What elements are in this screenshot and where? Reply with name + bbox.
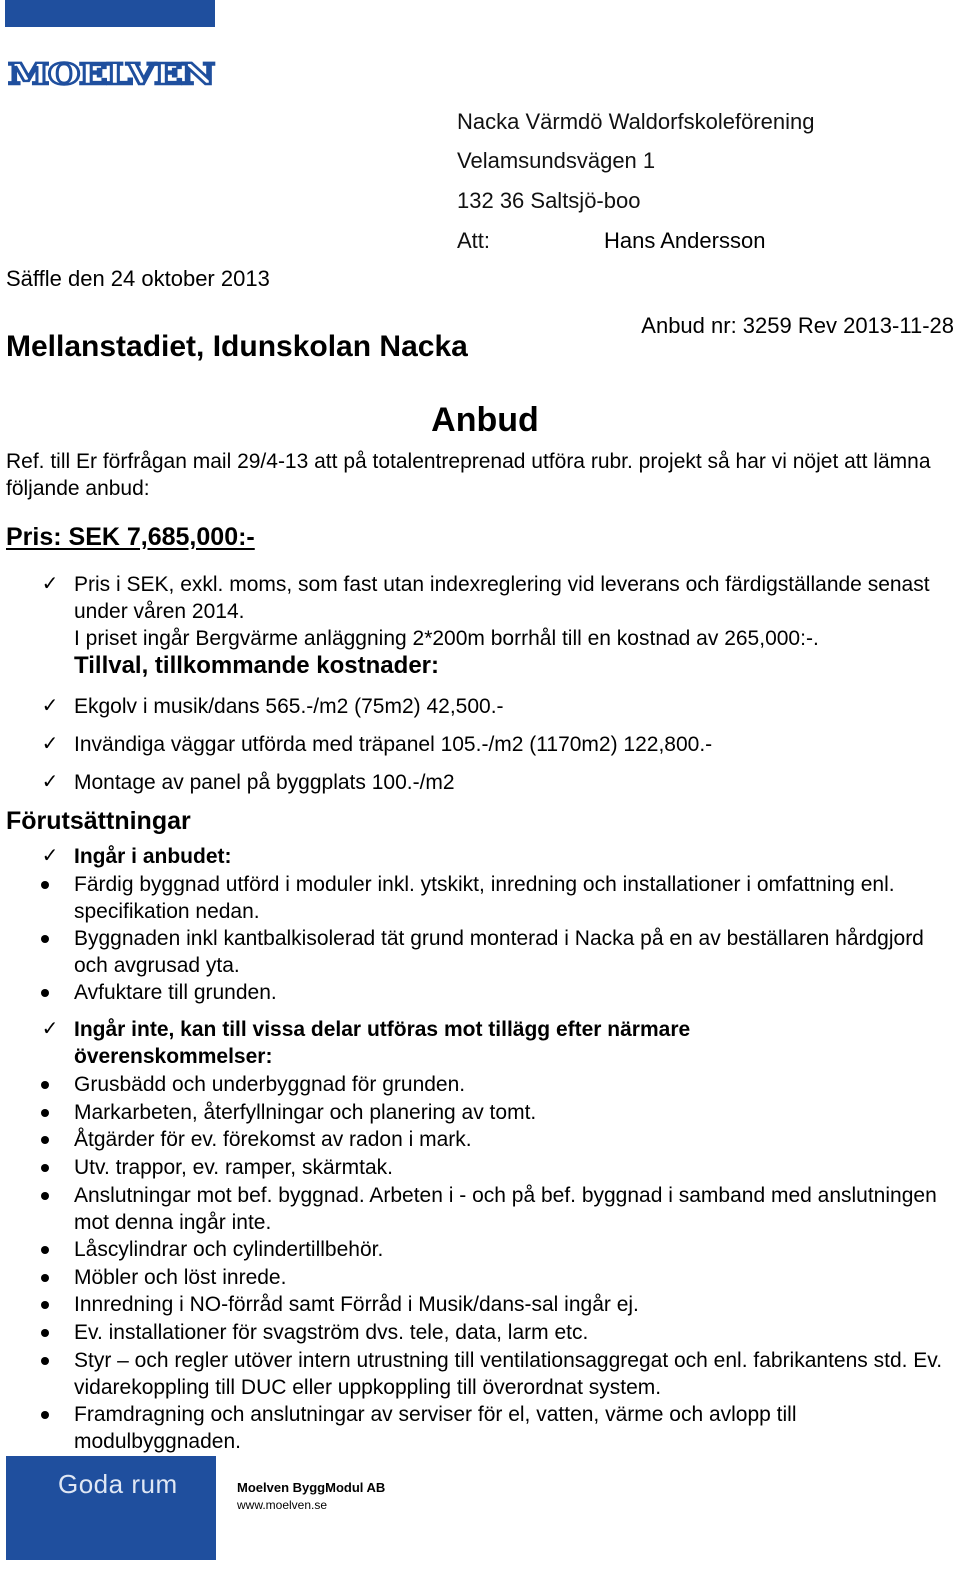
list-item [0, 871, 960, 925]
list-item-text: Framdragning och anslutningar av serviser för el, vatten, värme och avlopp till modulbyggnaden. [74, 1403, 797, 1453]
list-item [0, 1401, 960, 1455]
recipient-street: Velamsundsvägen 1 [457, 148, 656, 173]
bullet-dot-icon [41, 1164, 49, 1172]
list-item-text: Innredning i NO-förråd samt Förråd i Musik/dans-sal ingår ej. [74, 1293, 639, 1316]
footer-company-name: Moelven ByggModul AB [237, 1480, 386, 1495]
moelven-logo [6, 58, 222, 93]
top-brand-bar [5, 0, 215, 27]
tillval-item [0, 731, 960, 759]
checkmark-icon: ✓ [41, 733, 59, 755]
list-item-text: Grusbädd och underbyggnad för grunden. [74, 1073, 466, 1096]
list-item-text: Möbler och löst inrede. [74, 1266, 287, 1289]
footer-website: www.moelven.se [237, 1498, 328, 1512]
tillval-item-text: Invändiga väggar utförda med träpanel 105.-/m2 (1170m2) 122,800.- [74, 733, 713, 756]
reference-paragraph: Ref. till Er förfrågan mail 29/4-13 att på totalentreprenad utföra rubr. projekt så har vi nöjet att lämna följande anbud: [6, 450, 931, 500]
bullet-dot-icon [41, 1411, 49, 1419]
bullet-dot-icon [41, 935, 49, 943]
logo-wordmark: MOELVEN [8, 58, 215, 88]
tillval-heading: Tillval, tillkommande kostnader: [74, 652, 439, 679]
list-item [0, 1154, 960, 1182]
bullet-dot-icon [41, 1301, 49, 1309]
bullet-dot-icon [41, 989, 49, 997]
ingar-inte-heading: Ingår inte, kan till vissa delar utföras mot tillägg efter närmare överenskommelser: [74, 1018, 691, 1068]
list-item [0, 1071, 960, 1099]
att-name: Hans Andersson [604, 228, 766, 253]
price-note-bergvarme: I priset ingår Bergvärme anläggning 2*200m borrhål till en kostnad av 265,000:-. [74, 627, 819, 650]
list-item-text: Anslutningar mot bef. byggnad. Arbeten i - och på bef. byggnad i samband med anslutningen mot denna ingår inte. [74, 1184, 937, 1234]
recipient-postal: 132 36 Saltsjö-boo [457, 188, 641, 213]
list-item [0, 1099, 960, 1127]
checkmark-icon: ✓ [41, 695, 59, 717]
price-note-text: Pris i SEK, exkl. moms, som fast utan indexreglering vid leverans och färdigställande senast under våren 2014. [74, 573, 930, 623]
bullet-dot-icon [41, 1109, 49, 1117]
list-item [0, 1319, 960, 1347]
ingar-heading-row [0, 843, 960, 871]
list-item [0, 1236, 960, 1264]
price-total: Pris: SEK 7,685,000:- [6, 523, 255, 551]
checkmark-icon: ✓ [41, 1018, 59, 1040]
project-title: Mellanstadiet, Idunskolan Nacka [6, 330, 468, 363]
list-item [0, 979, 960, 1007]
list-item-text: Avfuktare till grunden. [74, 981, 277, 1004]
document-heading: Anbud [431, 401, 539, 439]
list-item-text: Åtgärder för ev. förekomst av radon i mark. [74, 1128, 472, 1151]
date-line: Säffle den 24 oktober 2013 [6, 266, 270, 291]
list-item-text: Låscylindrar och cylindertillbehör. [74, 1238, 384, 1261]
forutsattningar-heading: Förutsättningar [6, 807, 191, 835]
ingar-heading: Ingår i anbudet: [74, 845, 232, 868]
ingar-inte-heading-row [0, 1016, 960, 1070]
list-item [0, 1347, 960, 1401]
list-item [0, 1291, 960, 1319]
att-label: Att: [457, 228, 491, 253]
bullet-dot-icon [41, 1081, 49, 1089]
price-note-item [0, 571, 960, 631]
bullet-dot-icon [41, 1329, 49, 1337]
list-item [0, 1182, 960, 1236]
bullet-dot-icon [41, 1274, 49, 1282]
bullet-dot-icon [41, 1246, 49, 1254]
list-item-text: Utv. trappor, ev. ramper, skärmtak. [74, 1156, 393, 1179]
list-item-text: Ev. installationer för svagström dvs. tele, data, larm etc. [74, 1321, 589, 1344]
recipient-organization: Nacka Värmdö Waldorfskoleförening [457, 109, 815, 134]
list-item-text: Byggnaden inkl kantbalkisolerad tät grund monterad i Nacka på en av beställaren hårdgjord och avgrusad yta. [74, 927, 924, 977]
checkmark-icon: ✓ [41, 573, 59, 595]
list-item-text: Styr – och regler utöver intern utrustning till ventilationsaggregat och enl. fabrikantens std. Ev. vidarekoppling till DUC eller uppkoppling till överordnat system. [74, 1349, 943, 1399]
tillval-item [0, 693, 960, 721]
checkmark-icon: ✓ [41, 771, 59, 793]
footer-slogan: Goda rum [58, 1469, 178, 1499]
tillval-item [0, 769, 960, 797]
list-item-text: Färdig byggnad utförd i moduler inkl. ytskikt, inredning och installationer i omfattning enl. specifikation nedan. [74, 873, 895, 923]
bullet-dot-icon [41, 1136, 49, 1144]
list-item [0, 925, 960, 979]
offer-number: Anbud nr: 3259 Rev 2013-11-28 [641, 313, 954, 338]
tillval-item-text: Ekgolv i musik/dans 565.-/m2 (75m2) 42,500.- [74, 695, 504, 718]
list-item-text: Markarbeten, återfyllningar och planering av tomt. [74, 1101, 537, 1124]
bullet-dot-icon [41, 881, 49, 889]
checkmark-icon: ✓ [41, 845, 59, 867]
bullet-dot-icon [41, 1357, 49, 1365]
list-item [0, 1264, 960, 1292]
bullet-dot-icon [41, 1192, 49, 1200]
list-item [0, 1126, 960, 1154]
tillval-item-text: Montage av panel på byggplats 100.-/m2 [74, 771, 455, 794]
